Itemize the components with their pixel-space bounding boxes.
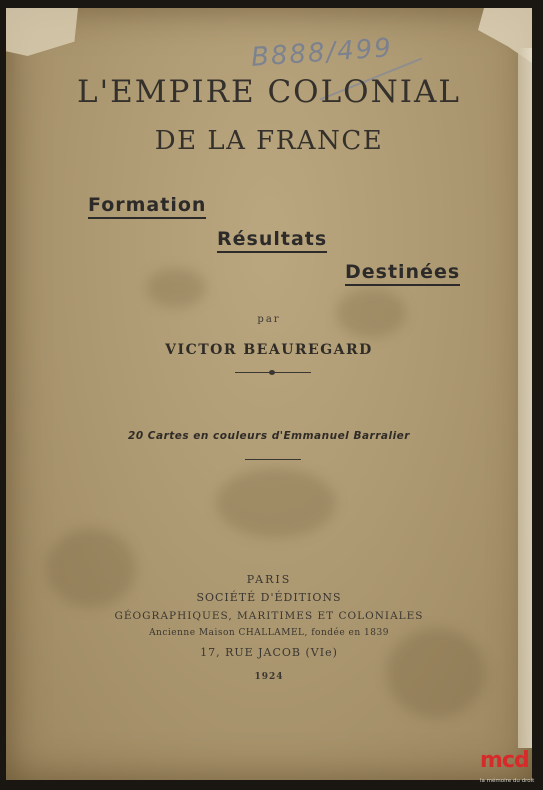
book-title: L'EMPIRE COLONIAL: [77, 74, 461, 110]
stain: [146, 268, 206, 308]
by-label: par: [257, 314, 281, 325]
mcd-logo: [480, 748, 542, 788]
stain: [336, 288, 406, 338]
publisher-history: Ancienne Maison CHALLAMEL, fondée en 1839: [149, 628, 389, 638]
topic-destinees: Destinées: [345, 261, 460, 286]
publisher-city: PARIS: [246, 573, 292, 586]
author-name: VICTOR BEAUREGARD: [165, 342, 373, 358]
handwritten-shelfmark: B888/499: [250, 33, 394, 73]
stain: [216, 468, 336, 538]
maps-note: 20 Cartes en couleurs d'Emmanuel Barralier: [128, 430, 410, 442]
logo-tagline: la mémoire du droit: [480, 778, 535, 784]
book-cover: [6, 8, 532, 780]
ornament-divider: [235, 372, 311, 373]
logo-mark: mcd: [480, 748, 529, 773]
torn-corner: [6, 8, 78, 56]
ornament-dot: [269, 370, 275, 375]
publisher-address: 17, RUE JACOB (VIe): [200, 646, 338, 659]
publisher-name: SOCIÉTÉ D'ÉDITIONS: [196, 591, 342, 604]
divider: [245, 459, 301, 460]
publisher-name-2: GÉOGRAPHIQUES, MARITIMES ET COLONIALES: [114, 610, 424, 622]
topic-resultats: Résultats: [217, 228, 327, 253]
topic-formation: Formation: [88, 194, 206, 219]
book-subtitle: DE LA FRANCE: [154, 126, 384, 156]
publication-year: 1924: [254, 672, 284, 682]
